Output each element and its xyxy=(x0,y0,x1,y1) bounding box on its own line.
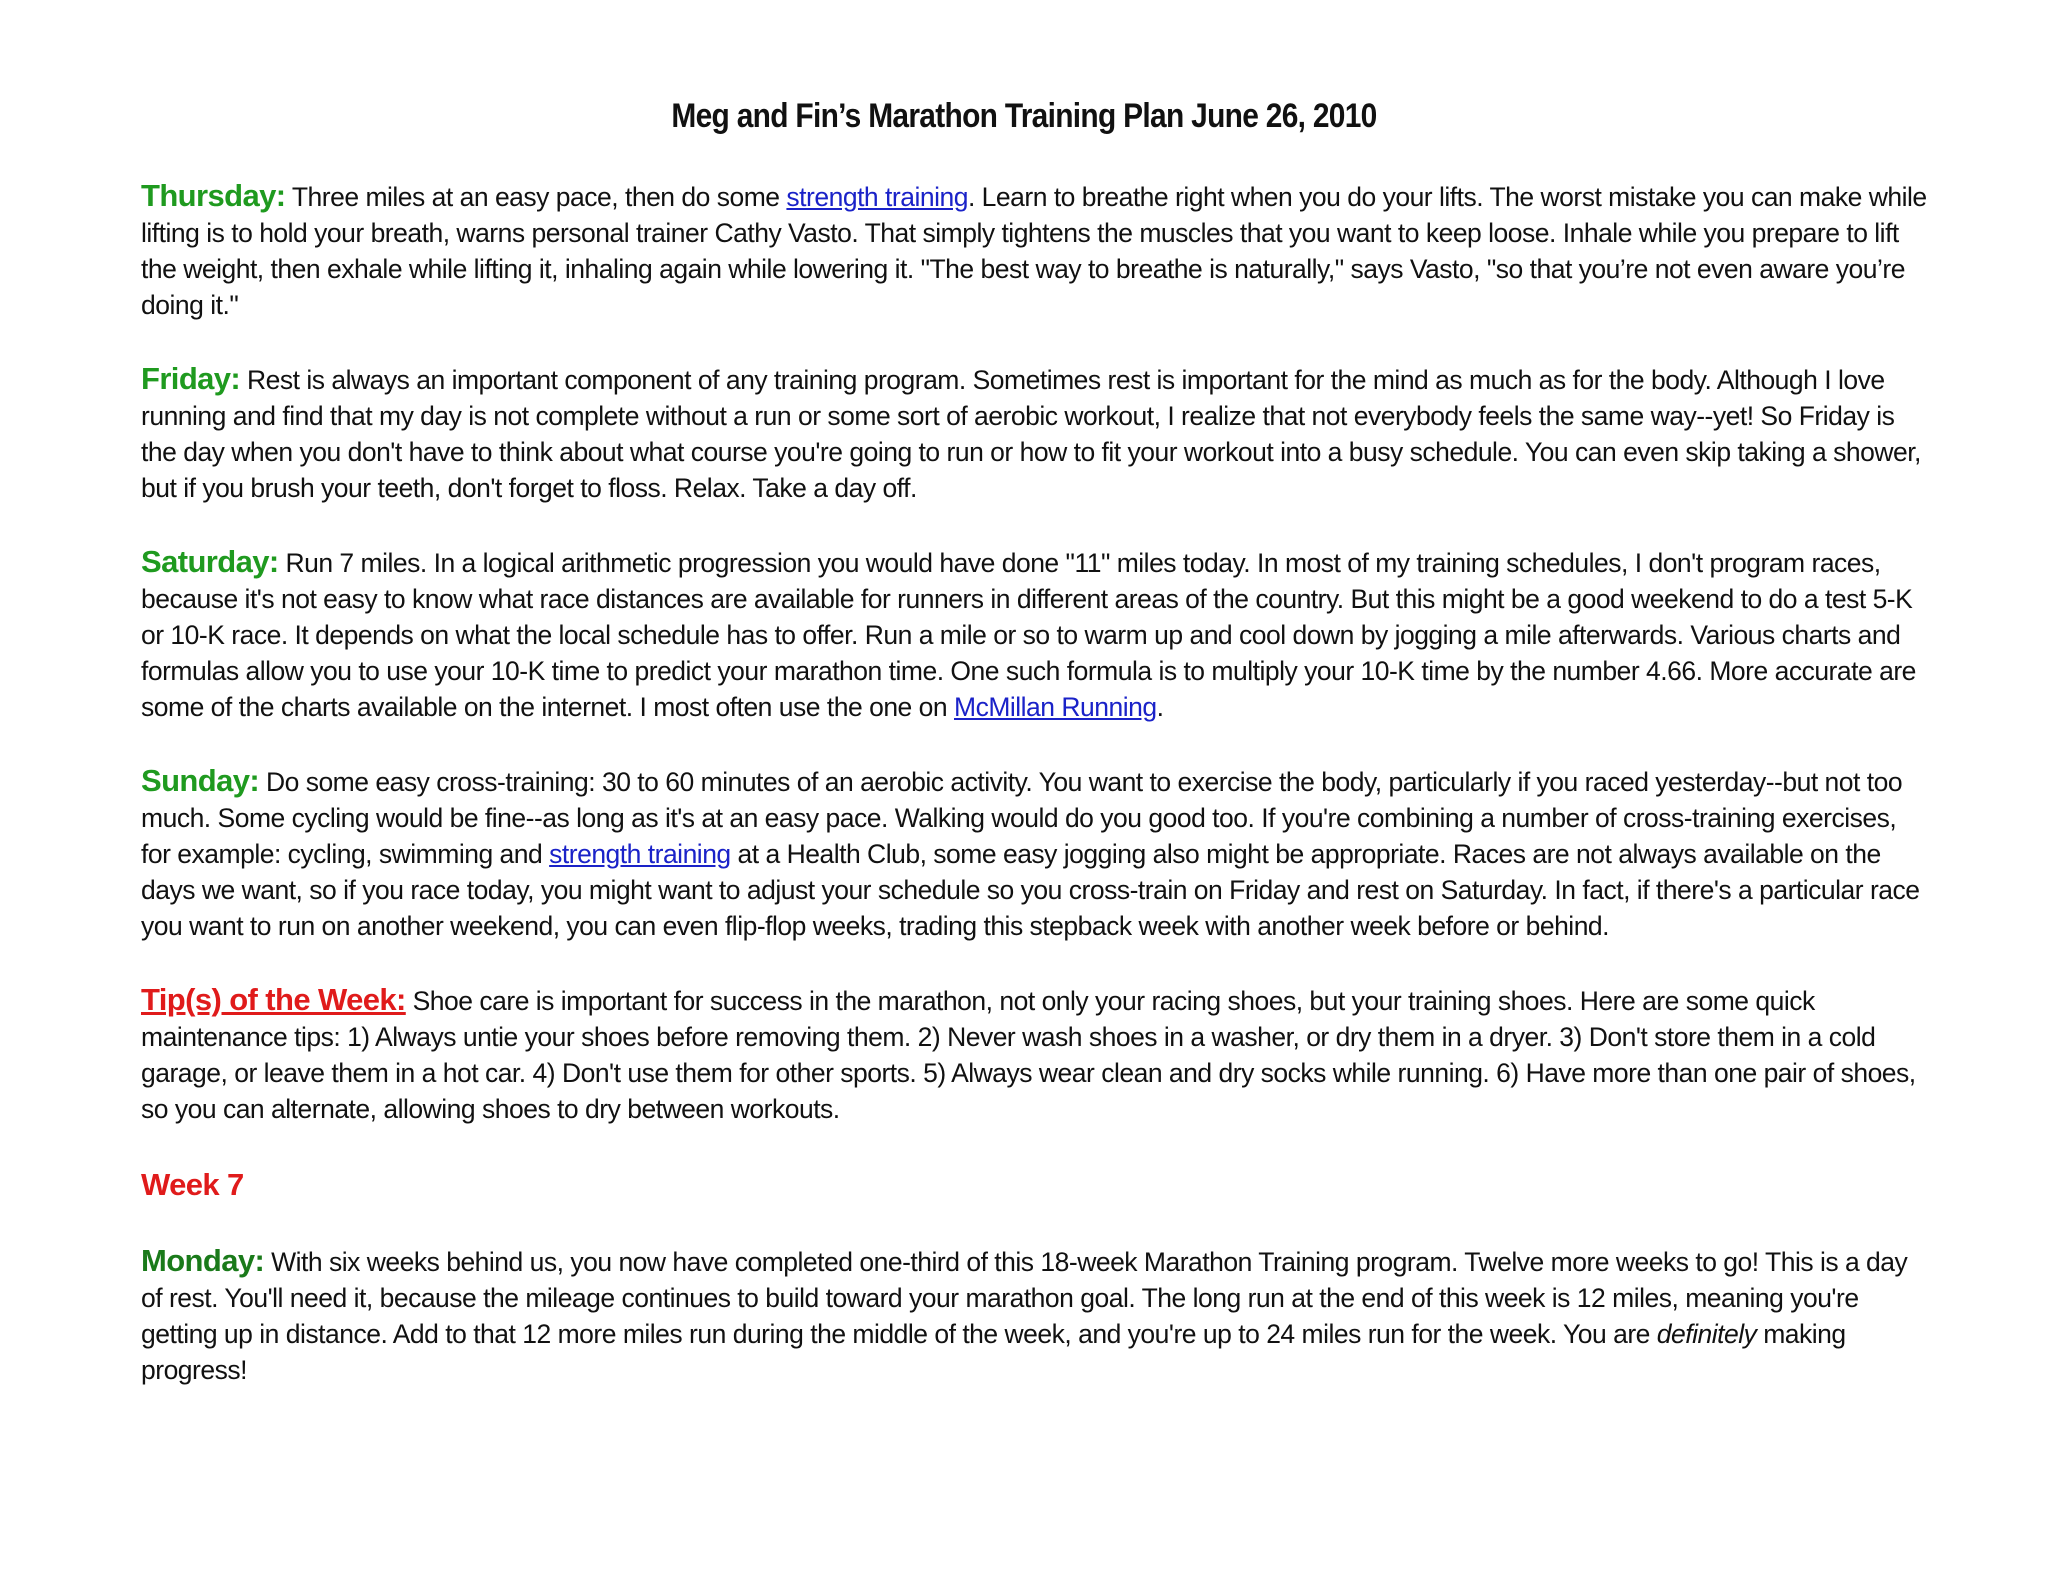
saturday-label: Saturday: xyxy=(141,544,279,579)
document-body xyxy=(141,178,1931,1426)
monday-text-2: making progress! xyxy=(141,1319,1846,1385)
monday-emphasis: definitely xyxy=(1656,1319,1757,1349)
entry-tips xyxy=(141,982,1931,1127)
strength-training-link[interactable]: strength training xyxy=(786,182,968,212)
tips-text: Shoe care is important for success in the marathon, not only your racing shoes, but your training shoes. Here are some quick maintenance tips: 1) Always untie your shoes before removing them. 2) Never wash shoes in a washer, or dry them in a dryer. 3) Don't store them in a cold garage, or leave them in a hot car. 4) Don't use them for other sports. 5) Always wear clean and dry socks while running. 6) Have more than one pair of shoes, so you can alternate, allowing shoes to dry between workouts. xyxy=(141,986,1916,1124)
week-heading: Week 7 xyxy=(141,1167,244,1202)
thursday-text-1: Three miles at an easy pace, then do some xyxy=(285,182,787,212)
page-title: Meg and Fin’s Marathon Training Plan June 26, 2010 xyxy=(671,97,1377,135)
tips-label: Tip(s) of the Week: xyxy=(141,982,406,1017)
entry-saturday xyxy=(141,544,1931,725)
entry-friday xyxy=(141,361,1931,506)
friday-text: Rest is always an important component of any training program. Sometimes rest is important for the mind as much as for the body. Although I love running and find that my day is not complete without a run or some sort of aerobic workout, I realize that not everybody feels the same way--yet! So Friday is the day when you don't have to think about what course you're going to run or how to fit your workout into a busy schedule. You can even skip taking a shower, but if you brush your teeth, don't forget to floss. Relax. Take a day off. xyxy=(141,365,1921,503)
mcmillan-running-link[interactable]: McMillan Running xyxy=(954,692,1157,722)
entry-sunday xyxy=(141,763,1931,944)
entry-monday xyxy=(141,1243,1931,1388)
sunday-label: Sunday: xyxy=(141,763,260,798)
thursday-label: Thursday: xyxy=(141,178,286,213)
friday-label: Friday: xyxy=(141,361,241,396)
monday-label: Monday: xyxy=(141,1243,265,1278)
entry-thursday xyxy=(141,178,1931,323)
sunday-text-2: at a Health Club, some easy jogging also might be appropriate. Races are not always available on the days we want, so if you race today, you might want to adjust your schedule so you cross-train on Friday and rest on Saturday. In fact, if there's a particular race you want to run on another weekend, you can even flip-flop weeks, trading this stepback week with another week before or behind. xyxy=(141,839,1920,941)
saturday-text-1: Run 7 miles. In a logical arithmetic progression you would have done "11" miles today. In most of my training schedules, I don't program races, because it's not easy to know what race distances are available for runners in different areas of the country. But this might be a good weekend to do a test 5-K or 10-K race. It depends on what the local schedule has to offer. Run a mile or so to warm up and cool down by jogging a mile afterwards. Various charts and formulas allow you to use your 10-K time to predict your marathon time. One such formula is to multiply your 10-K time by the number 4.66. More accurate are some of the charts available on the internet. I most often use the one on xyxy=(141,548,1916,722)
thursday-text-2: . Learn to breathe right when you do your lifts. The worst mistake you can make while lifting is to hold your breath, warns personal trainer Cathy Vasto. That simply tightens the muscles that you want to keep loose. Inhale while you prepare to lift the weight, then exhale while lifting it, inhaling again while lowering it. "The best way to breathe is naturally," says Vasto, "so that you’re not even aware you’re doing it." xyxy=(141,182,1927,320)
monday-text-1: With six weeks behind us, you now have completed one-third of this 18-week Marathon Training program. Twelve more weeks to go! This is a day of rest. You'll need it, because the mileage continues to build toward your marathon goal. The long run at the end of this week is 12 miles, meaning you're getting up in distance. Add to that 12 more miles run during the middle of the week, and you're up to 24 miles run for the week. You are xyxy=(141,1247,1908,1349)
saturday-text-2: . xyxy=(1156,692,1164,722)
strength-training-link-2[interactable]: strength training xyxy=(549,839,731,869)
sunday-text-1: Do some easy cross-training: 30 to 60 minutes of an aerobic activity. You want to exercise the body, particularly if you raced yesterday--but not too much. Some cycling would be fine--as long as it's at an easy pace. Walking would do you good too. If you're combining a number of cross-training exercises, for example: cycling, swimming and xyxy=(141,767,1903,869)
